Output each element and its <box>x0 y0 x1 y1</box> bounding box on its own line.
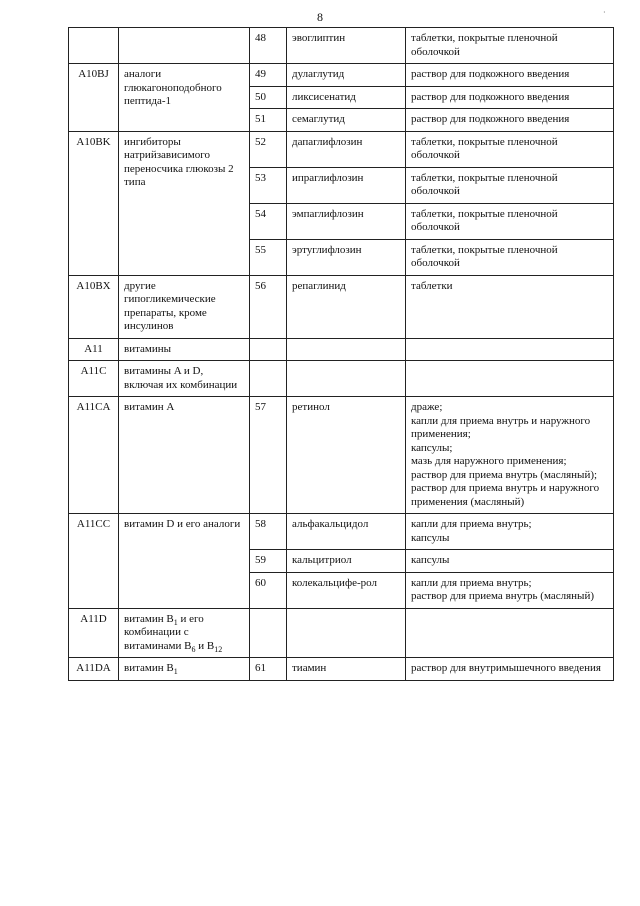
number-cell: 51 <box>250 109 287 132</box>
dosage-form-cell <box>406 608 614 658</box>
number-cell: 48 <box>250 28 287 64</box>
table-row <box>69 275 614 338</box>
dosage-form-cell: драже; капли для приема внутрь и наружного применения; капсулы; мазь для наружного применения; раствор для приема внутрь (масляный); раствор для приема внутрь и наружного применения (масляный) <box>406 397 614 514</box>
dosage-form-cell: капсулы <box>406 550 614 573</box>
drug-table <box>68 27 614 681</box>
group-cell: витамины <box>119 338 250 361</box>
drug-name-cell <box>287 608 406 658</box>
dosage-form-cell: таблетки, покрытые пленочной оболочкой <box>406 131 614 167</box>
drug-name-cell: тиамин <box>287 658 406 681</box>
drug-name-cell: колекальцифе-рол <box>287 572 406 608</box>
table-row <box>69 64 614 87</box>
page-number: 8 <box>317 10 323 24</box>
table-row <box>69 28 614 64</box>
table-row <box>69 658 614 681</box>
group-cell: аналоги глюкагоноподобного пептида-1 <box>119 64 250 132</box>
dosage-form-cell: таблетки, покрытые пленочной оболочкой <box>406 28 614 64</box>
drug-name-cell: эртуглифлозин <box>287 239 406 275</box>
dosage-form-cell <box>406 338 614 361</box>
drug-name-cell: семаглутид <box>287 109 406 132</box>
group-cell <box>119 28 250 64</box>
number-cell: 53 <box>250 167 287 203</box>
number-cell <box>250 338 287 361</box>
dosage-form-cell: раствор для подкожного введения <box>406 64 614 87</box>
drug-name-cell: дулаглутид <box>287 64 406 87</box>
drug-name-cell <box>287 338 406 361</box>
number-cell: 58 <box>250 514 287 550</box>
atc-code-cell <box>69 28 119 64</box>
group-cell: витамин $B_1$ <box>119 658 250 681</box>
atc-code-cell: A11DA <box>69 658 119 681</box>
drug-name-cell: репаглинид <box>287 275 406 338</box>
table-row <box>69 131 614 167</box>
number-cell: 61 <box>250 658 287 681</box>
dosage-form-cell <box>406 361 614 397</box>
group-cell: витамин D и его аналоги <box>119 514 250 609</box>
drug-name-cell: ретинол <box>287 397 406 514</box>
atc-code-cell: A11CA <box>69 397 119 514</box>
number-cell: 54 <box>250 203 287 239</box>
table-row <box>69 338 614 361</box>
table-row <box>69 514 614 550</box>
number-cell: 59 <box>250 550 287 573</box>
number-cell: 52 <box>250 131 287 167</box>
atc-code-cell: A10BX <box>69 275 119 338</box>
atc-code-cell: A11CC <box>69 514 119 609</box>
drug-name-cell: альфакальцидол <box>287 514 406 550</box>
number-cell: 49 <box>250 64 287 87</box>
number-cell: 57 <box>250 397 287 514</box>
atc-code-cell: A11D <box>69 608 119 658</box>
dosage-form-cell: раствор для внутримышечного введения <box>406 658 614 681</box>
number-cell <box>250 361 287 397</box>
group-cell: витамин A <box>119 397 250 514</box>
dosage-form-cell: капли для приема внутрь; раствор для приема внутрь (масляный) <box>406 572 614 608</box>
dosage-form-cell: таблетки, покрытые пленочной оболочкой <box>406 239 614 275</box>
dosage-form-cell: раствор для подкожного введения <box>406 86 614 109</box>
table-row <box>69 608 614 658</box>
table-row <box>69 361 614 397</box>
drug-name-cell: кальцитриол <box>287 550 406 573</box>
table-row <box>69 397 614 514</box>
dosage-form-cell: раствор для подкожного введения <box>406 109 614 132</box>
number-cell: 56 <box>250 275 287 338</box>
drug-name-cell: ипраглифлозин <box>287 167 406 203</box>
dosage-form-cell: таблетки, покрытые пленочной оболочкой <box>406 167 614 203</box>
drug-name-cell: дапаглифлозин <box>287 131 406 167</box>
drug-name-cell: эвоглиптин <box>287 28 406 64</box>
dosage-form-cell: таблетки, покрытые пленочной оболочкой <box>406 203 614 239</box>
atc-code-cell: A11 <box>69 338 119 361</box>
group-cell: витамины A и D, включая их комбинации <box>119 361 250 397</box>
atc-code-cell: A10BJ <box>69 64 119 132</box>
drug-name-cell <box>287 361 406 397</box>
dosage-form-cell: капли для приема внутрь; капсулы <box>406 514 614 550</box>
group-cell: другие гипогликемические препараты, кроме инсулинов <box>119 275 250 338</box>
atc-code-cell: A11C <box>69 361 119 397</box>
number-cell: 60 <box>250 572 287 608</box>
atc-code-cell: A10BK <box>69 131 119 275</box>
drug-name-cell: эмпаглифлозин <box>287 203 406 239</box>
group-cell: витамин $B_1$ и его комбинации с витаминами $B_6$ и $B_{12}$ <box>119 608 250 658</box>
scan-mark: · <box>603 8 606 17</box>
group-cell: ингибиторы натрийзависимого переносчика глюкозы 2 типа <box>119 131 250 275</box>
number-cell: 55 <box>250 239 287 275</box>
number-cell: 50 <box>250 86 287 109</box>
number-cell <box>250 608 287 658</box>
drug-name-cell: ликсисенатид <box>287 86 406 109</box>
dosage-form-cell: таблетки <box>406 275 614 338</box>
